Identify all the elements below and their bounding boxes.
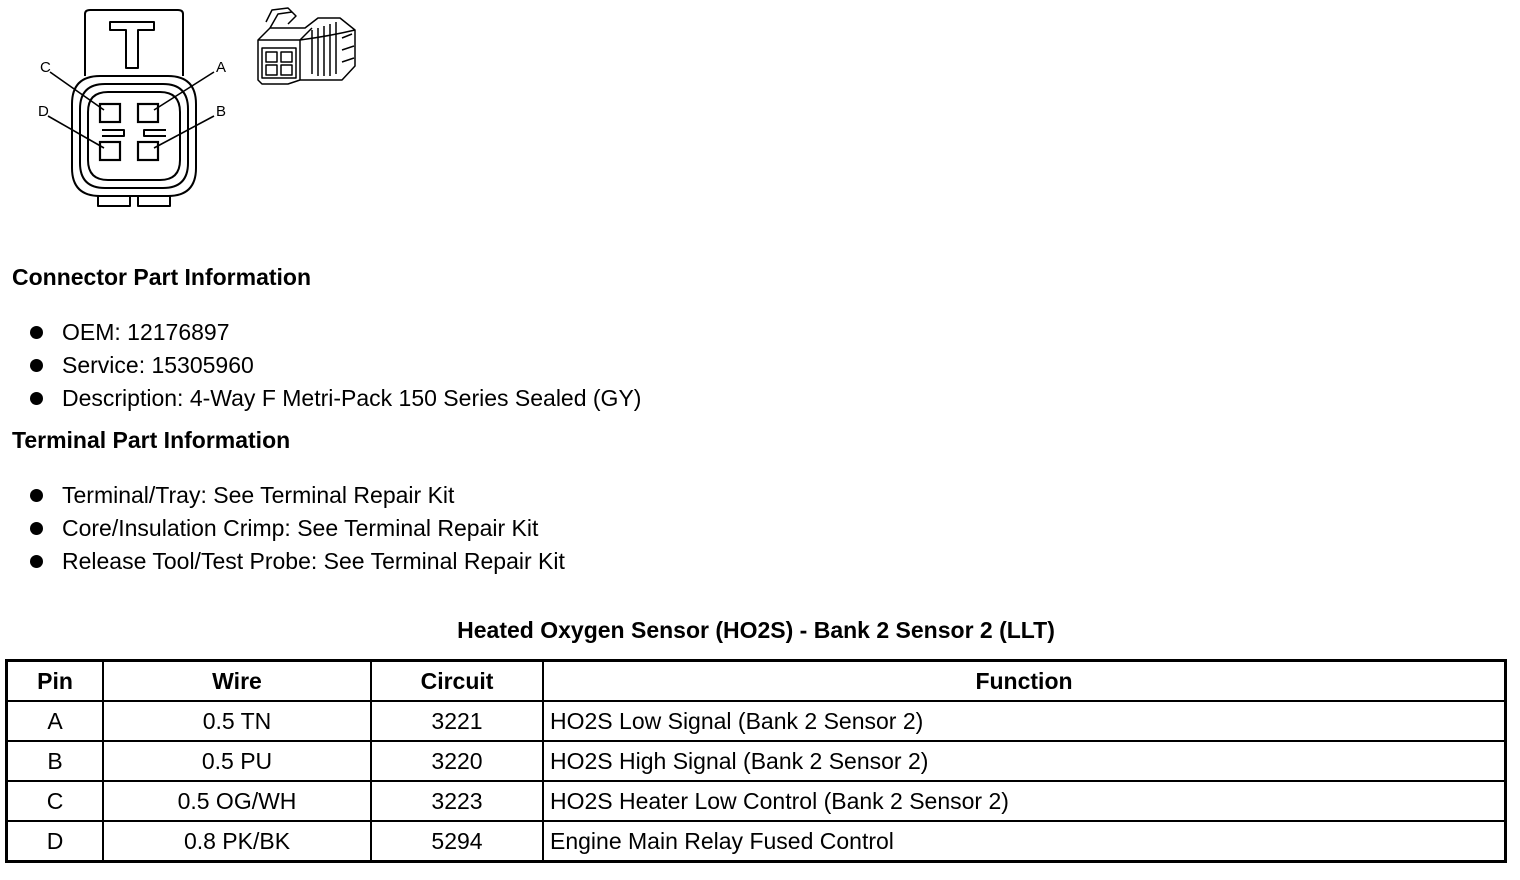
- connector-isometric-illustration: [258, 8, 355, 84]
- bullet-icon: [30, 392, 43, 405]
- cavity-b: [138, 142, 158, 160]
- list-item-text: Terminal/Tray: See Terminal Repair Kit: [62, 482, 455, 508]
- table-row: [7, 701, 1506, 741]
- cavity-group: [100, 104, 158, 160]
- cell-wire: 0.5 OG/WH: [103, 781, 371, 821]
- pin-table-title: Heated Oxygen Sensor (HO2S) - Bank 2 Sensor 2 (LLT): [457, 617, 1055, 643]
- cell-circuit: 3221: [371, 701, 543, 741]
- pin-label-c: C: [40, 59, 51, 76]
- connector-part-info-list: [30, 316, 641, 415]
- cell-circuit: 5294: [371, 821, 543, 862]
- cavity-c: [100, 104, 120, 122]
- cell-circuit: 3223: [371, 781, 543, 821]
- cavity-a: [138, 104, 158, 122]
- cell-pin: B: [7, 741, 104, 781]
- header-wire: Wire: [103, 661, 371, 702]
- table-row: [7, 821, 1506, 862]
- list-item: [30, 512, 565, 545]
- connector-part-info-heading: Connector Part Information: [12, 264, 312, 290]
- list-item-text: OEM: 12176897: [62, 319, 230, 345]
- cell-wire: 0.8 PK/BK: [103, 821, 371, 862]
- pin-label-b: B: [216, 103, 227, 120]
- list-item: [30, 349, 641, 382]
- list-item-text: Core/Insulation Crimp: See Terminal Repair Kit: [62, 515, 539, 541]
- bullet-icon: [30, 326, 43, 339]
- cell-function: Engine Main Relay Fused Control: [543, 821, 1506, 862]
- bullet-icon: [30, 555, 43, 568]
- header-pin: Pin: [7, 661, 104, 702]
- table-header-row: [7, 661, 1506, 702]
- terminal-part-info-heading: Terminal Part Information: [12, 427, 291, 453]
- cell-pin: C: [7, 781, 104, 821]
- cavity-d: [100, 142, 120, 160]
- list-item: [30, 479, 565, 512]
- list-item-text: Description: 4-Way F Metri-Pack 150 Series Sealed (GY): [62, 385, 642, 411]
- table-row: [7, 741, 1506, 781]
- cell-wire: 0.5 PU: [103, 741, 371, 781]
- cell-function: HO2S Heater Low Control (Bank 2 Sensor 2): [543, 781, 1506, 821]
- list-item-text: Service: 15305960: [62, 352, 254, 378]
- bullet-icon: [30, 359, 43, 372]
- bullet-icon: [30, 522, 43, 535]
- header-circuit: Circuit: [371, 661, 543, 702]
- cell-circuit: 3220: [371, 741, 543, 781]
- pin-label-a: A: [216, 59, 227, 76]
- cell-pin: A: [7, 701, 104, 741]
- list-item: [30, 545, 565, 578]
- pin-label-d: D: [38, 103, 49, 120]
- list-item: [30, 382, 641, 415]
- header-function: Function: [543, 661, 1506, 702]
- cell-function: HO2S Low Signal (Bank 2 Sensor 2): [543, 701, 1506, 741]
- table-row: [7, 781, 1506, 821]
- list-item-text: Release Tool/Test Probe: See Terminal Repair Kit: [62, 548, 565, 574]
- cell-wire: 0.5 TN: [103, 701, 371, 741]
- cell-pin: D: [7, 821, 104, 862]
- pin-table: [5, 659, 1507, 863]
- list-item: [30, 316, 641, 349]
- bullet-icon: [30, 489, 43, 502]
- cell-function: HO2S High Signal (Bank 2 Sensor 2): [543, 741, 1506, 781]
- terminal-part-info-list: [30, 479, 565, 578]
- connector-diagram: [0, 0, 380, 220]
